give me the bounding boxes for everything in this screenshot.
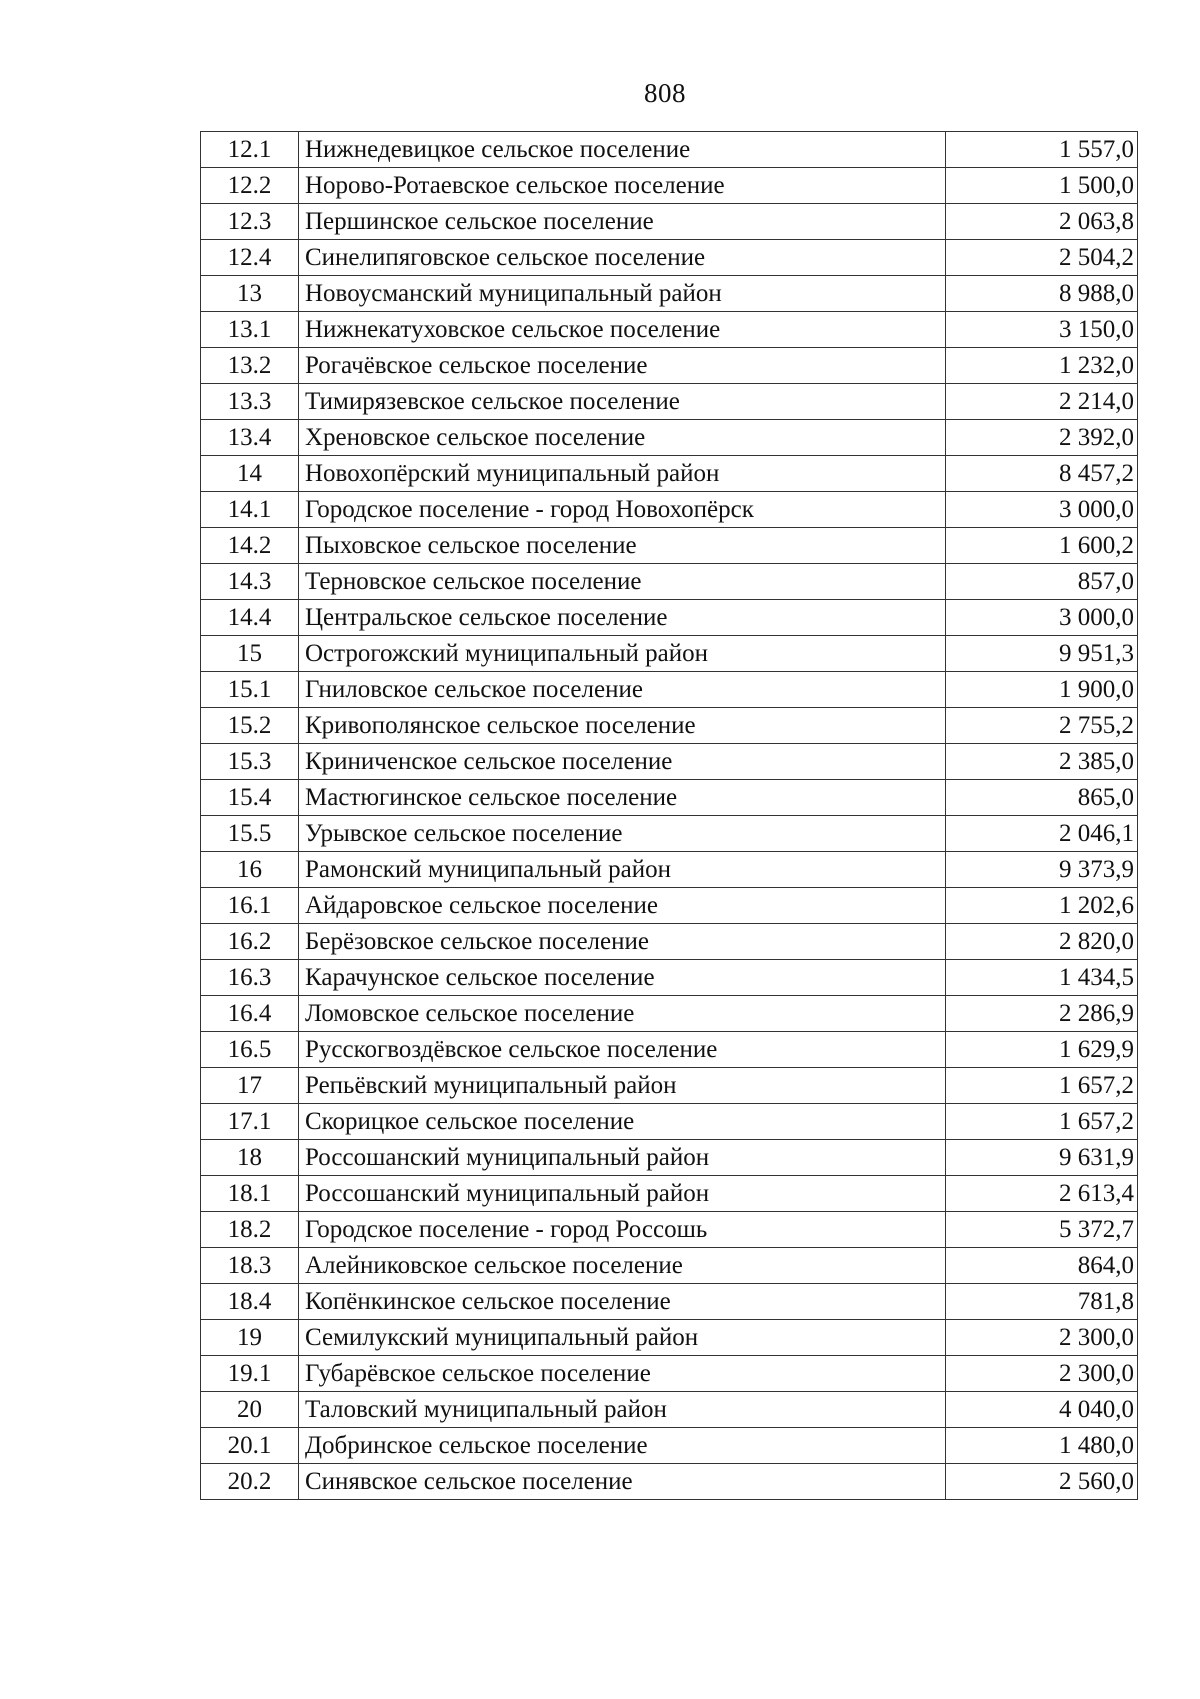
table-row — [201, 1320, 1138, 1356]
amount-cell: 2 613,4 — [946, 1176, 1138, 1212]
row-number-cell: 16.1 — [201, 888, 299, 924]
municipality-name-cell: Острогожский муниципальный район — [299, 636, 946, 672]
amount-cell: 1 557,0 — [946, 132, 1138, 168]
amount-cell: 1 657,2 — [946, 1104, 1138, 1140]
amount-cell: 5 372,7 — [946, 1212, 1138, 1248]
municipality-name-cell: Ломовское сельское поселение — [299, 996, 946, 1032]
table-row — [201, 348, 1138, 384]
table-row — [201, 1176, 1138, 1212]
amount-cell: 781,8 — [946, 1284, 1138, 1320]
municipality-name-cell: Россошанский муниципальный район — [299, 1176, 946, 1212]
table-row — [201, 708, 1138, 744]
amount-cell: 9 951,3 — [946, 636, 1138, 672]
municipality-name-cell: Синявское сельское поселение — [299, 1464, 946, 1500]
row-number-cell: 15 — [201, 636, 299, 672]
amount-cell: 3 000,0 — [946, 600, 1138, 636]
row-number-cell: 16.2 — [201, 924, 299, 960]
municipality-name-cell: Репьёвский муниципальный район — [299, 1068, 946, 1104]
table-row — [201, 816, 1138, 852]
municipality-name-cell: Таловский муниципальный район — [299, 1392, 946, 1428]
municipality-name-cell: Алейниковское сельское поселение — [299, 1248, 946, 1284]
table-row — [201, 204, 1138, 240]
table-row — [201, 1284, 1138, 1320]
amount-cell: 2 755,2 — [946, 708, 1138, 744]
amount-cell: 3 000,0 — [946, 492, 1138, 528]
table-row — [201, 960, 1138, 996]
amount-cell: 2 504,2 — [946, 240, 1138, 276]
table-row — [201, 456, 1138, 492]
row-number-cell: 12.4 — [201, 240, 299, 276]
row-number-cell: 16.5 — [201, 1032, 299, 1068]
table-row — [201, 888, 1138, 924]
municipality-name-cell: Норово-Ротаевское сельское поселение — [299, 168, 946, 204]
row-number-cell: 16 — [201, 852, 299, 888]
table-row — [201, 168, 1138, 204]
row-number-cell: 17.1 — [201, 1104, 299, 1140]
page-number: 808 — [644, 78, 686, 108]
row-number-cell: 15.3 — [201, 744, 299, 780]
municipality-name-cell: Россошанский муниципальный район — [299, 1140, 946, 1176]
row-number-cell: 13.2 — [201, 348, 299, 384]
table-row — [201, 420, 1138, 456]
municipality-name-cell: Тимирязевское сельское поселение — [299, 384, 946, 420]
row-number-cell: 18 — [201, 1140, 299, 1176]
amount-cell: 1 600,2 — [946, 528, 1138, 564]
row-number-cell: 13.4 — [201, 420, 299, 456]
municipality-name-cell: Копёнкинское сельское поселение — [299, 1284, 946, 1320]
row-number-cell: 13.3 — [201, 384, 299, 420]
municipality-name-cell: Скорицкое сельское поселение — [299, 1104, 946, 1140]
municipality-name-cell: Першинское сельское поселение — [299, 204, 946, 240]
amount-cell: 2 063,8 — [946, 204, 1138, 240]
row-number-cell: 18.1 — [201, 1176, 299, 1212]
row-number-cell: 18.2 — [201, 1212, 299, 1248]
table-row — [201, 744, 1138, 780]
amount-cell: 1 202,6 — [946, 888, 1138, 924]
amount-cell: 4 040,0 — [946, 1392, 1138, 1428]
municipality-name-cell: Урывское сельское поселение — [299, 816, 946, 852]
amount-cell: 2 214,0 — [946, 384, 1138, 420]
municipality-name-cell: Русскогвоздёвское сельское поселение — [299, 1032, 946, 1068]
row-number-cell: 16.3 — [201, 960, 299, 996]
municipality-name-cell: Добринское сельское поселение — [299, 1428, 946, 1464]
municipality-name-cell: Городское поселение - город Новохопёрск — [299, 492, 946, 528]
amount-cell: 2 300,0 — [946, 1356, 1138, 1392]
amount-cell: 2 392,0 — [946, 420, 1138, 456]
amount-cell: 8 988,0 — [946, 276, 1138, 312]
municipality-name-cell: Нижнекатуховское сельское поселение — [299, 312, 946, 348]
table-row — [201, 672, 1138, 708]
municipality-name-cell: Терновское сельское поселение — [299, 564, 946, 600]
table-row — [201, 1140, 1138, 1176]
table-row — [201, 852, 1138, 888]
amount-cell: 2 046,1 — [946, 816, 1138, 852]
row-number-cell: 17 — [201, 1068, 299, 1104]
table-row — [201, 1032, 1138, 1068]
municipality-name-cell: Айдаровское сельское поселение — [299, 888, 946, 924]
amount-cell: 865,0 — [946, 780, 1138, 816]
row-number-cell: 19.1 — [201, 1356, 299, 1392]
table-row — [201, 492, 1138, 528]
municipality-name-cell: Городское поселение - город Россошь — [299, 1212, 946, 1248]
row-number-cell: 20.2 — [201, 1464, 299, 1500]
municipality-name-cell: Рамонский муниципальный район — [299, 852, 946, 888]
row-number-cell: 20.1 — [201, 1428, 299, 1464]
amount-cell: 3 150,0 — [946, 312, 1138, 348]
amount-cell: 9 373,9 — [946, 852, 1138, 888]
row-number-cell: 14.4 — [201, 600, 299, 636]
row-number-cell: 15.4 — [201, 780, 299, 816]
row-number-cell: 18.4 — [201, 1284, 299, 1320]
table-row — [201, 1392, 1138, 1428]
row-number-cell: 18.3 — [201, 1248, 299, 1284]
row-number-cell: 12.3 — [201, 204, 299, 240]
row-number-cell: 13.1 — [201, 312, 299, 348]
budget-allocation-table — [200, 131, 1138, 1500]
municipality-name-cell: Новоусманский муниципальный район — [299, 276, 946, 312]
amount-cell: 9 631,9 — [946, 1140, 1138, 1176]
table-row — [201, 1428, 1138, 1464]
amount-cell: 1 434,5 — [946, 960, 1138, 996]
row-number-cell: 15.1 — [201, 672, 299, 708]
municipality-name-cell: Криниченское сельское поселение — [299, 744, 946, 780]
row-number-cell: 12.1 — [201, 132, 299, 168]
table-row — [201, 240, 1138, 276]
municipality-name-cell: Гниловское сельское поселение — [299, 672, 946, 708]
row-number-cell: 15.5 — [201, 816, 299, 852]
table-row — [201, 384, 1138, 420]
table-row — [201, 600, 1138, 636]
row-number-cell: 12.2 — [201, 168, 299, 204]
amount-cell: 1 629,9 — [946, 1032, 1138, 1068]
amount-cell: 1 500,0 — [946, 168, 1138, 204]
amount-cell: 1 480,0 — [946, 1428, 1138, 1464]
row-number-cell: 15.2 — [201, 708, 299, 744]
amount-cell: 8 457,2 — [946, 456, 1138, 492]
table-row — [201, 1356, 1138, 1392]
municipality-name-cell: Кривополянское сельское поселение — [299, 708, 946, 744]
amount-cell: 1 232,0 — [946, 348, 1138, 384]
table-row — [201, 1212, 1138, 1248]
municipality-name-cell: Пыховское сельское поселение — [299, 528, 946, 564]
row-number-cell: 14.1 — [201, 492, 299, 528]
amount-cell: 2 820,0 — [946, 924, 1138, 960]
table-row — [201, 1464, 1138, 1500]
table-row — [201, 780, 1138, 816]
municipality-name-cell: Берёзовское сельское поселение — [299, 924, 946, 960]
municipality-name-cell: Центральское сельское поселение — [299, 600, 946, 636]
amount-cell: 864,0 — [946, 1248, 1138, 1284]
table-row — [201, 132, 1138, 168]
row-number-cell: 16.4 — [201, 996, 299, 1032]
table-row — [201, 564, 1138, 600]
table-row — [201, 528, 1138, 564]
amount-cell: 1 657,2 — [946, 1068, 1138, 1104]
municipality-name-cell: Рогачёвское сельское поселение — [299, 348, 946, 384]
table-row — [201, 1248, 1138, 1284]
municipality-name-cell: Хреновское сельское поселение — [299, 420, 946, 456]
row-number-cell: 14.2 — [201, 528, 299, 564]
municipality-name-cell: Губарёвское сельское поселение — [299, 1356, 946, 1392]
amount-cell: 2 286,9 — [946, 996, 1138, 1032]
table-row — [201, 924, 1138, 960]
municipality-name-cell: Мастюгинское сельское поселение — [299, 780, 946, 816]
table-row — [201, 312, 1138, 348]
amount-cell: 1 900,0 — [946, 672, 1138, 708]
amount-cell: 2 385,0 — [946, 744, 1138, 780]
municipality-name-cell: Карачунское сельское поселение — [299, 960, 946, 996]
row-number-cell: 13 — [201, 276, 299, 312]
municipality-name-cell: Новохопёрский муниципальный район — [299, 456, 946, 492]
table-row — [201, 636, 1138, 672]
amount-cell: 857,0 — [946, 564, 1138, 600]
amount-cell: 2 300,0 — [946, 1320, 1138, 1356]
municipality-name-cell: Семилукский муниципальный район — [299, 1320, 946, 1356]
table-row — [201, 1068, 1138, 1104]
table-body — [201, 132, 1138, 1500]
row-number-cell: 19 — [201, 1320, 299, 1356]
row-number-cell: 14.3 — [201, 564, 299, 600]
municipality-name-cell: Нижнедевицкое сельское поселение — [299, 132, 946, 168]
table-row — [201, 1104, 1138, 1140]
municipality-name-cell: Синелипяговское сельское поселение — [299, 240, 946, 276]
table-row — [201, 996, 1138, 1032]
table-row — [201, 276, 1138, 312]
amount-cell: 2 560,0 — [946, 1464, 1138, 1500]
row-number-cell: 20 — [201, 1392, 299, 1428]
row-number-cell: 14 — [201, 456, 299, 492]
